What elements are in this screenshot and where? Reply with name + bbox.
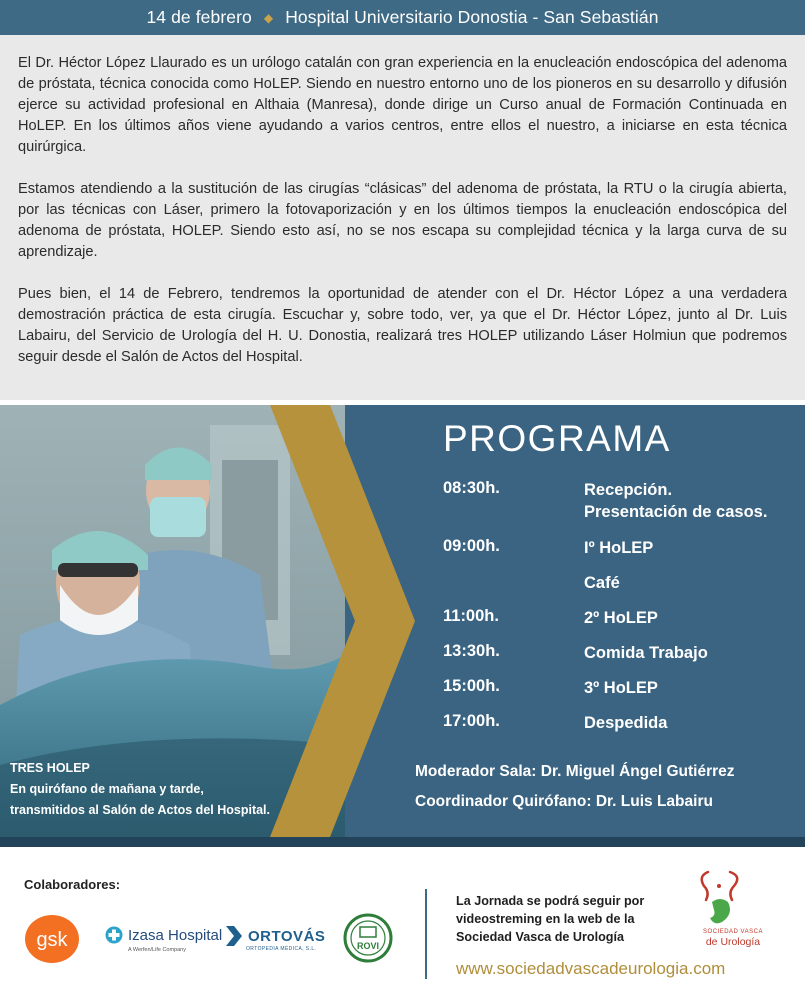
streaming-note: La Jornada se podrá seguir por videostreming en la web de la Sociedad Vasca de Urología bbox=[456, 894, 645, 944]
program-time: 08:30h. bbox=[443, 479, 500, 497]
intro-paragraph-1: El Dr. Héctor López Llaurado es un urólogo catalán con gran experiencia en la enucleación endoscópica del adenoma de próstata, técnica conocida como HoLEP. Siendo en nuestro entorno uno de los pioneros en su desarrollo y difusión ejerce su actividad profesional en Althaia (Manresa), donde dirige un Curso anual de Formación Continuada en HoLEP. En los últimos años viene ayudando a varios centros, entre ellos el nuestro, a iniciarse en esta técnica quirúrgica. bbox=[18, 55, 787, 155]
gsk-logo-text: gsk bbox=[36, 929, 68, 951]
caption-title: TRES HOLEP bbox=[10, 761, 90, 775]
footer-divider bbox=[425, 889, 427, 979]
collaborators-label: Colaboradores: bbox=[24, 877, 121, 892]
program-time: 11:00h. bbox=[443, 607, 499, 625]
izasa-cross-icon bbox=[105, 926, 123, 944]
intro-paragraph-2: Estamos atendiendo a la sustitución de las cirugías “clásicas” del adenoma de próstata, la RTU o la cirugía abierta, por las técnicas con Láser, primero la fotovaporización y en los últimos tiempos la enucleación endoscópica del adenoma de próstata, HOLEP. Siendo esto así, no se nos escapa su complejidad técnica y la larga curva de su aprendizaje. bbox=[18, 181, 787, 260]
caption-line-1: En quirófano de mañana y tarde, bbox=[10, 782, 204, 796]
ortovas-chevron-icon bbox=[224, 924, 244, 948]
program-activity: Iº HoLEP bbox=[584, 539, 654, 557]
svu-name bbox=[688, 929, 778, 948]
svu-logo-icon bbox=[690, 866, 750, 928]
izasa-name: Izasa Hospital bbox=[128, 926, 223, 944]
rovi-logo bbox=[343, 913, 393, 963]
program-time: 15:00h. bbox=[443, 677, 500, 695]
program-activity bbox=[584, 479, 804, 523]
diamond-separator-icon: ◆ bbox=[263, 10, 274, 25]
photo-caption bbox=[10, 758, 310, 821]
program-activity: Despedida bbox=[584, 714, 668, 732]
svu-name-small: SOCIEDAD VASCA bbox=[703, 929, 763, 935]
program-activity-line: Presentación de casos. bbox=[584, 503, 768, 521]
coordinator: Coordinador Quirófano: Dr. Luis Labairu bbox=[415, 793, 713, 810]
intro-section bbox=[0, 35, 805, 400]
program-time: 13:30h. bbox=[443, 642, 500, 660]
program-time: 09:00h. bbox=[443, 537, 500, 555]
program-activity-line: Recepción. bbox=[584, 481, 673, 499]
event-venue: Hospital Universitario Donostia - San Sebastián bbox=[285, 7, 659, 27]
ortovas-subtitle: ORTOPEDIA MÉDICA, S.L. bbox=[246, 946, 317, 952]
izasa-logo bbox=[105, 926, 222, 944]
program-time: 17:00h. bbox=[443, 712, 500, 730]
program-activity: 3º HoLEP bbox=[584, 679, 658, 697]
izasa-subtitle: A Werfen/Life Company bbox=[128, 947, 186, 953]
program-activity: Café bbox=[584, 574, 620, 592]
society-website-link[interactable]: www.sociedadvascadeurologia.com bbox=[456, 959, 726, 978]
program-title: PROGRAMA bbox=[443, 418, 671, 459]
gsk-logo bbox=[24, 914, 80, 964]
caption-line-2: transmitidos al Salón de Actos del Hospital. bbox=[10, 803, 271, 817]
rovi-logo-text: ROVI bbox=[356, 941, 380, 951]
header-bar bbox=[0, 0, 805, 35]
program-activity: 2º HoLEP bbox=[584, 609, 658, 627]
moderator: Moderador Sala: Dr. Miguel Ángel Gutiérrez bbox=[415, 763, 735, 780]
ortovas-name: ORTOVÁS bbox=[248, 927, 326, 945]
band-bottom-strip bbox=[0, 837, 805, 847]
event-date: 14 de febrero bbox=[146, 7, 252, 27]
ortovas-logo bbox=[224, 924, 325, 948]
program-activity: Comida Trabajo bbox=[584, 644, 708, 662]
intro-paragraph-3: Pues bien, el 14 de Febrero, tendremos la oportunidad de atender con el Dr. Héctor López a una verdadera demostración práctica de esta cirugía. Escuchar y, sobre todo, ver, ya que el Dr. Héctor López, junto al Dr. Luis Labairu, del Servicio de Urología del H. U. Donostia, realizará tres HOLEP utilizando Láser Holmiun que podremos seguir desde el Salón de Actos del Hospital. bbox=[18, 286, 787, 365]
svu-name-big: de Urología bbox=[705, 936, 761, 948]
